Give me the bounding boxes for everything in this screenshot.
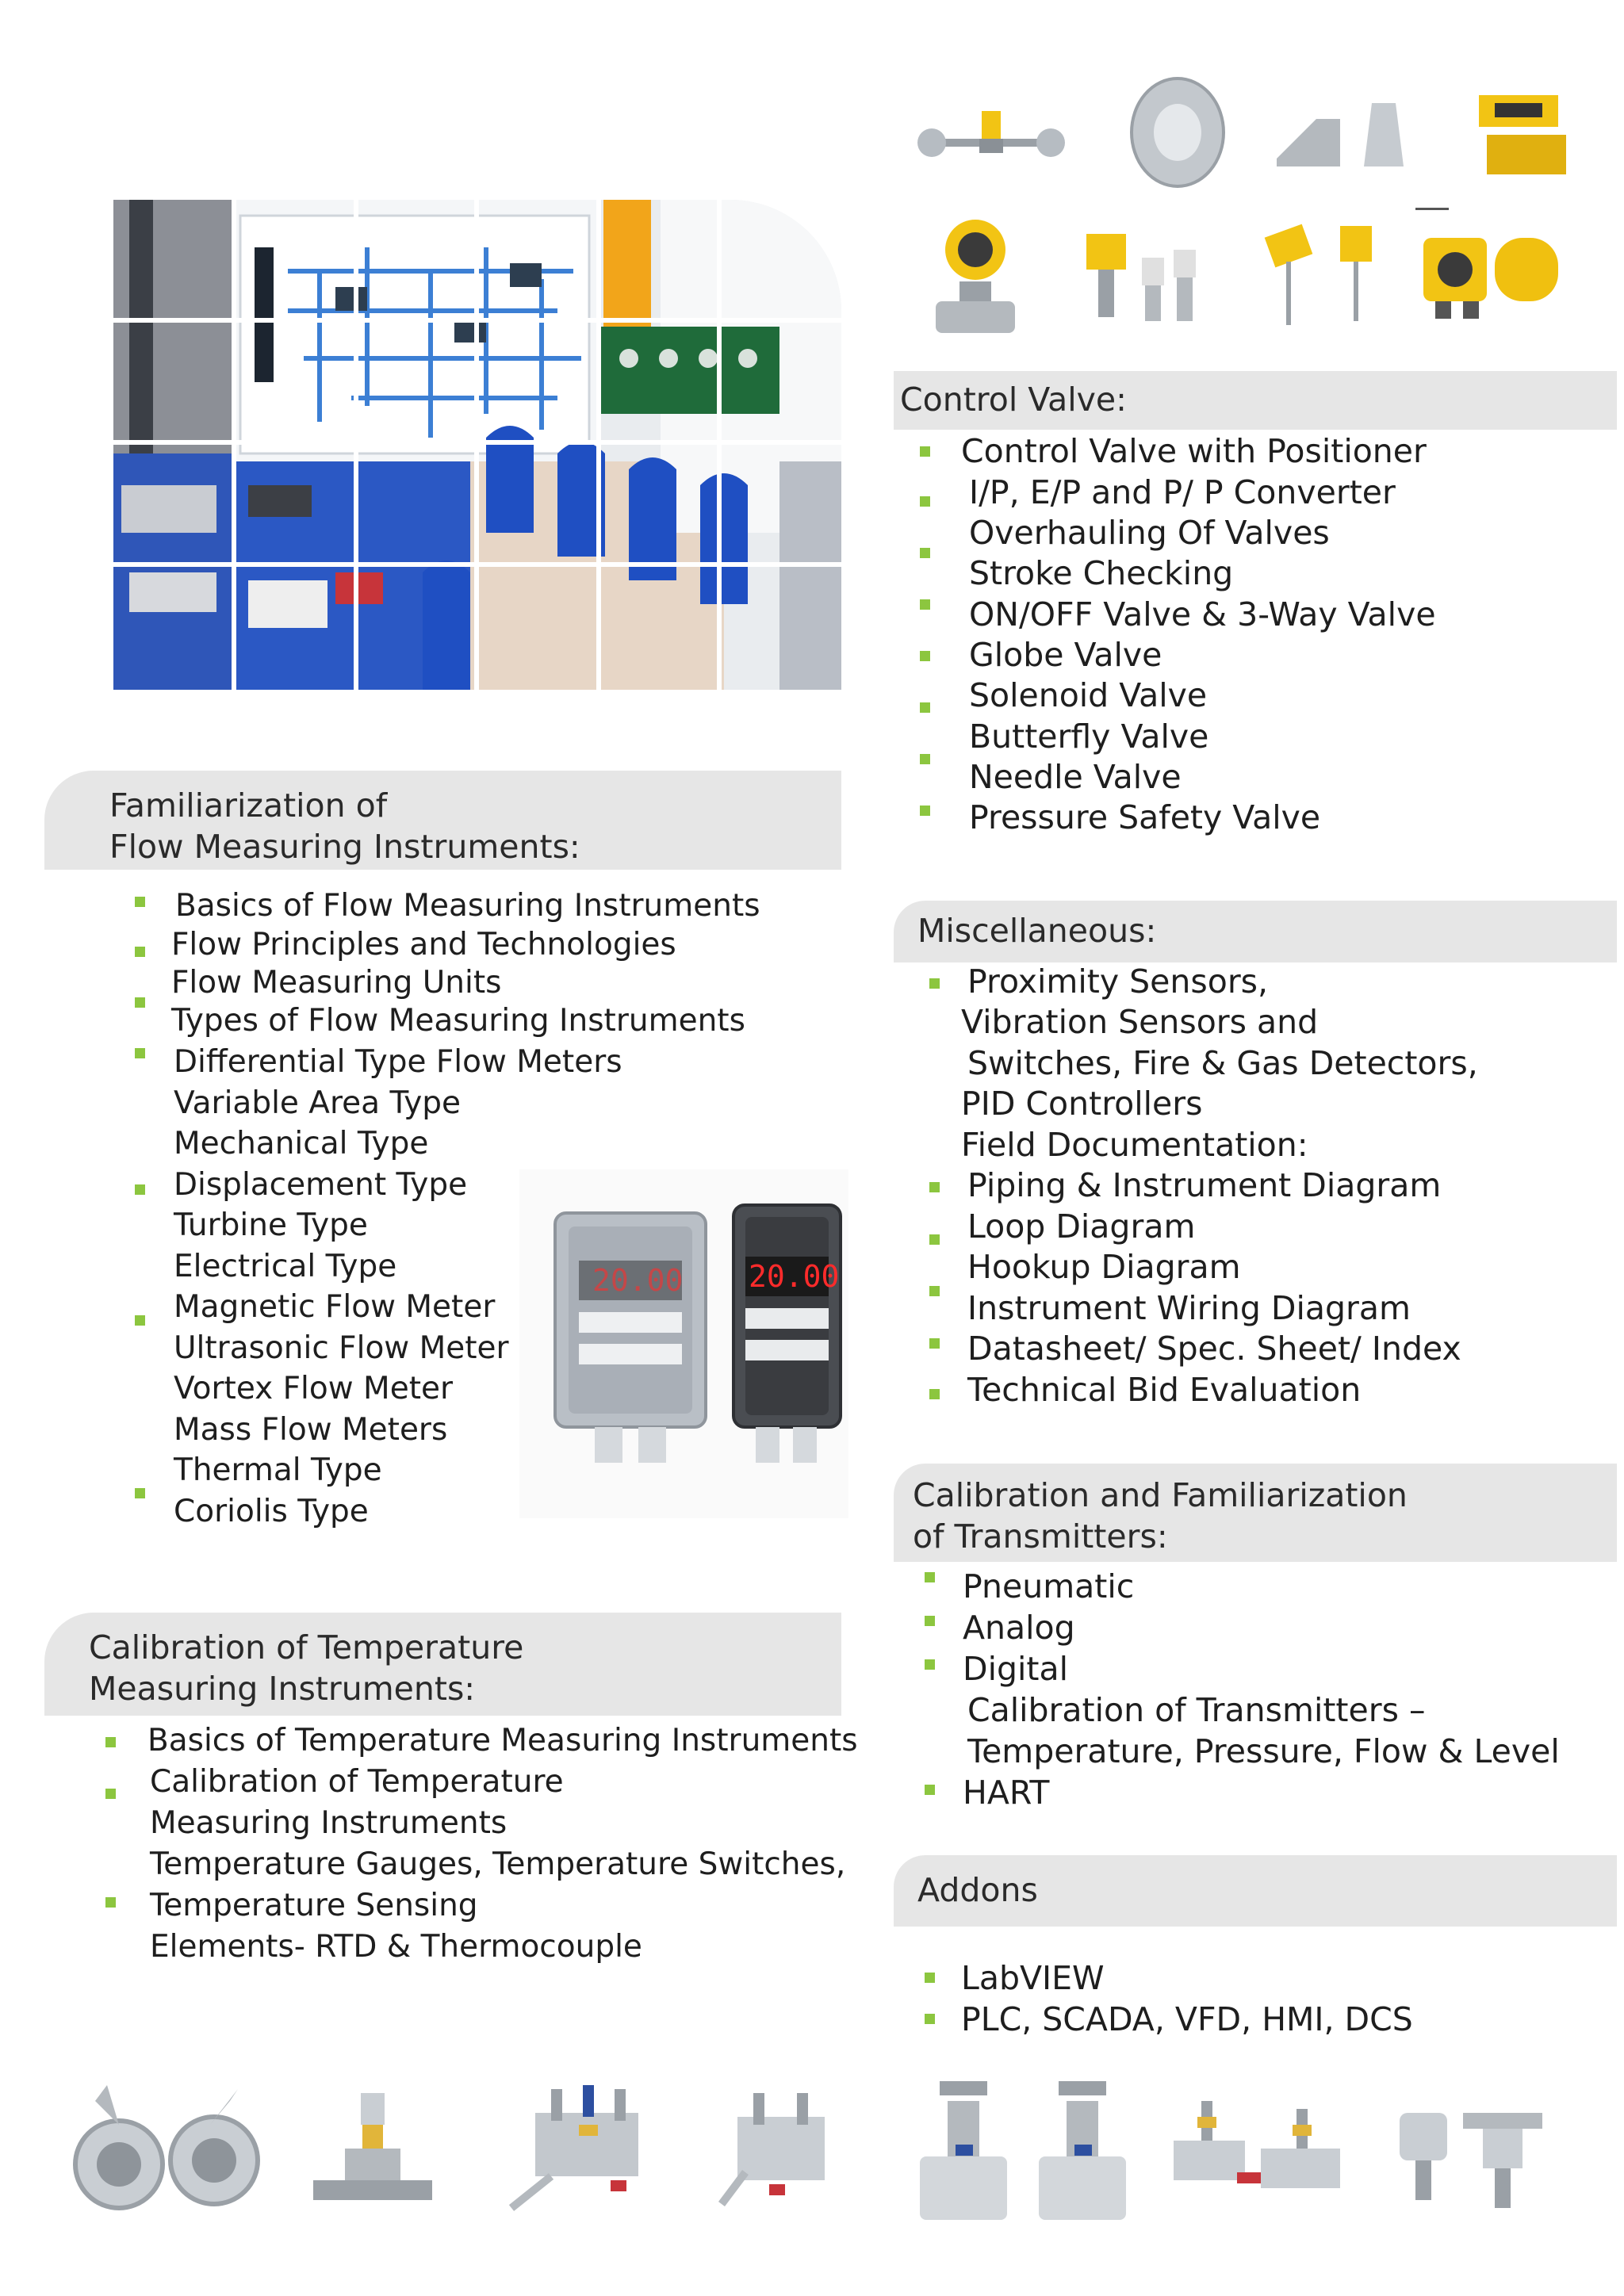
bullet (925, 1785, 935, 1795)
list-item: Technical Bid Evaluation (967, 1371, 1362, 1409)
list-item: Flow Principles and Technologies (171, 927, 676, 962)
list-item: Basics of Flow Measuring Instruments (175, 888, 760, 924)
list-item: Control Valve with Positioner (961, 432, 1427, 470)
bullet (920, 651, 930, 661)
valve-manifold-thumbnail (305, 2085, 440, 2212)
list-item: Coriolis Type (174, 1494, 369, 1529)
indicator-left-reading: 20.00 (592, 1263, 684, 1298)
list-item: Temperature, Pressure, Flow & Level (967, 1732, 1560, 1770)
flow-title-line1: Familiarization of (109, 786, 388, 825)
temperature-title-line1: Calibration of Temperature (89, 1628, 524, 1667)
list-item: Elements- RTD & Thermocouple (150, 1929, 642, 1965)
bullet (925, 1659, 935, 1670)
transmitters-title-line2: of Transmitters: (913, 1517, 1168, 1556)
list-item: Vibration Sensors and (961, 1003, 1319, 1041)
misc-section-header (894, 901, 1617, 962)
temperature-title-line2: Measuring Instruments: (89, 1670, 476, 1708)
list-item: Calibration of Transmitters – (967, 1691, 1426, 1729)
list-item: LabVIEW (961, 1959, 1105, 1997)
list-item: Differential Type Flow Meters (174, 1044, 622, 1080)
bullet (135, 947, 145, 957)
list-item: Butterfly Valve (969, 718, 1209, 756)
indicator-right-reading: 20.00 (749, 1259, 840, 1294)
list-item: Instrument Wiring Diagram (967, 1289, 1411, 1327)
bullet (135, 1315, 145, 1326)
control-valve-title: Control Valve: (900, 381, 1127, 419)
flow-indicator-photo (519, 1169, 848, 1518)
list-item: Piping & Instrument Diagram (967, 1166, 1442, 1204)
list-item: Electrical Type (174, 1249, 397, 1284)
list-item: Field Documentation: (961, 1126, 1308, 1164)
list-item: I/P, E/P and P/ P Converter (969, 473, 1396, 511)
thermowell-thumbnail (1269, 95, 1419, 174)
bullet (920, 496, 930, 507)
list-item: Turbine Type (174, 1207, 368, 1243)
bullet (135, 1048, 145, 1058)
list-item: Globe Valve (969, 636, 1162, 674)
list-item: Temperature Gauges, Temperature Switches, (150, 1846, 846, 1882)
list-item: Measuring Instruments (150, 1805, 508, 1841)
list-item: Overhauling Of Valves (969, 514, 1330, 552)
list-item: HART (963, 1774, 1050, 1812)
bullet (920, 806, 930, 816)
bullet (135, 997, 145, 1008)
misc-title: Miscellaneous: (917, 912, 1157, 950)
list-item: Basics of Temperature Measuring Instruments (147, 1723, 858, 1758)
list-item: Analog (963, 1609, 1075, 1647)
bullet (929, 1338, 940, 1349)
sensor-fittings-thumbnail (1384, 2097, 1566, 2216)
lab-photo (113, 200, 841, 690)
five-valve-manifold-thumbnail (504, 2081, 662, 2216)
list-item: Pressure Safety Valve (969, 798, 1321, 836)
list-item: PLC, SCADA, VFD, HMI, DCS (961, 2000, 1413, 2038)
lab-photo-illustration (113, 200, 841, 690)
list-item: Stroke Checking (969, 554, 1234, 592)
bullet (105, 1737, 116, 1747)
positioner-thumbnail (1471, 87, 1574, 182)
list-item: Temperature Sensing (150, 1888, 478, 1923)
bullet (135, 1184, 145, 1195)
explosion-proof-housing-thumbnail (1419, 226, 1562, 325)
bullet (929, 1234, 940, 1245)
flange-thumbnail (1126, 75, 1229, 190)
list-item: Loop Diagram (967, 1207, 1196, 1246)
list-item: Digital (963, 1650, 1068, 1688)
level-switch-thumbnail (1253, 222, 1396, 329)
list-item: Switches, Fire & Gas Detectors, (967, 1044, 1478, 1082)
addons-title: Addons (917, 1871, 1038, 1909)
bullet (925, 2014, 935, 2024)
list-item: Solenoid Valve (969, 676, 1208, 714)
bullet (929, 1389, 940, 1399)
bullet (920, 446, 930, 457)
tri-clamp-thumbnail (63, 2069, 270, 2220)
bullet (925, 1973, 935, 1983)
list-item: Proximity Sensors, (967, 962, 1269, 1001)
flow-section-header (44, 771, 841, 870)
list-item: Thermal Type (174, 1452, 382, 1488)
temperature-section-header (44, 1613, 841, 1716)
bullet (929, 978, 940, 989)
transmitter-manifold-thumbnail (912, 99, 1071, 178)
list-item: Hookup Diagram (967, 1248, 1241, 1286)
list-item: Ultrasonic Flow Meter (174, 1330, 509, 1366)
list-item: Displacement Type (174, 1167, 468, 1203)
list-item: Vortex Flow Meter (174, 1371, 454, 1406)
list-item: Mechanical Type (174, 1126, 429, 1161)
list-item: Needle Valve (969, 758, 1182, 796)
bullet (920, 754, 930, 764)
gauge-valves-thumbnail (1166, 2093, 1348, 2204)
list-item: Pneumatic (963, 1567, 1135, 1605)
addons-section-header (894, 1855, 1617, 1927)
list-item: Magnetic Flow Meter (174, 1289, 496, 1325)
bullet (929, 1286, 940, 1296)
bullet (920, 599, 930, 610)
dp-transmitter-thumbnail (924, 214, 1027, 337)
bullet (925, 1572, 935, 1582)
bullet (135, 1488, 145, 1498)
needle-valves-thumbnail (912, 2069, 1142, 2228)
list-item: ON/OFF Valve & 3-Way Valve (969, 595, 1436, 633)
list-item: Flow Measuring Units (171, 965, 502, 1001)
thumbnail-divider (1415, 208, 1449, 210)
flow-indicator-illustration (519, 1169, 848, 1518)
bullet (929, 1182, 940, 1192)
list-item: Types of Flow Measuring Instruments (171, 1003, 745, 1039)
bullet (105, 1789, 116, 1799)
transmitters-section-header (894, 1464, 1617, 1562)
list-item: Calibration of Temperature (150, 1764, 564, 1800)
control-valve-section-header (894, 371, 1617, 430)
bullet (920, 702, 930, 713)
list-item: Datasheet/ Spec. Sheet/ Index (967, 1330, 1461, 1368)
pressure-switch-thumbnail (1078, 226, 1205, 325)
transmitters-title-line1: Calibration and Familiarization (913, 1476, 1408, 1514)
list-item: Mass Flow Meters (174, 1412, 448, 1448)
bullet (920, 548, 930, 558)
bullet (925, 1616, 935, 1626)
list-item: PID Controllers (961, 1085, 1203, 1123)
bullet (105, 1897, 116, 1908)
bullet (135, 897, 145, 907)
list-item: Variable Area Type (174, 1085, 462, 1121)
three-valve-manifold-thumbnail (714, 2085, 848, 2212)
flow-title-line2: Flow Measuring Instruments: (109, 828, 580, 866)
